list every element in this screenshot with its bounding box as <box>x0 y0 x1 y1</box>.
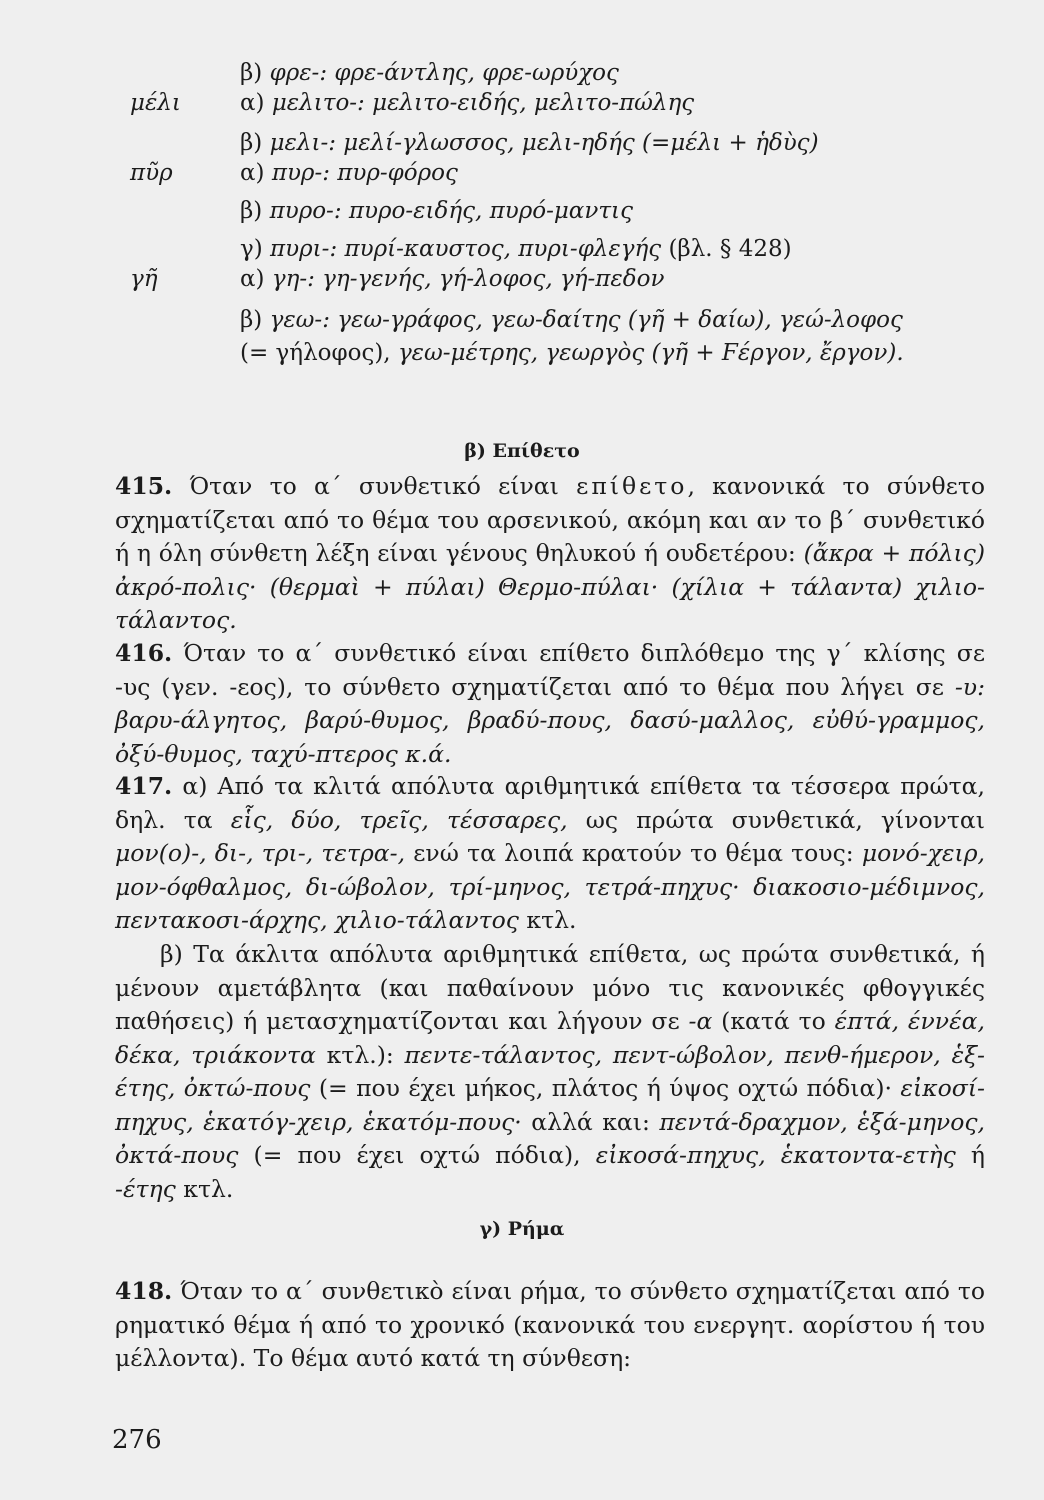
list-row: α) γη-: γη-γενής, γή-λοφος, γή-πεδον <box>240 266 665 292</box>
section-heading: β) Επίθετο <box>464 440 580 462</box>
list-term-meli: μέλι <box>130 90 181 116</box>
list-row: β) γεω-: γεω-γράφος, γεω-δαίτης (γῆ + δαίω), γεώ-λοφος <box>240 307 903 333</box>
paragraph-416: 416. Όταν το α΄ συνθετικό είναι επίθετο διπλόθεμο της γ΄ κλίσης σε -υς (γεν. -εος), το σύνθετο σχηματίζεται από το θέμα που λήγει σε -υ: βαρυ-άλγητος, βαρύ-θυμος, βραδύ-πους, δασύ-μαλλος, εὐθύ-γραμμος, ὀξύ-θυμος, ταχύ-πτερος κ.ά. <box>115 639 985 768</box>
paragraph-417b: β) Τα άκλιτα απόλυτα αριθμητικά επίθετα, ως πρώτα συνθετικά, ή μένουν αμετάβλητα (και παθαίνουν μόνο τις κανονικές φθογγικές παθήσεις) ή μετασχηματίζονται και λήγουν σε -α (κατά το έπτά, έννέα, δέκα, τριάκοντα κτλ.): πεντε-τάλαντος, πεντ-ώβολον, πενθ-ήμερον, ἑξ-έτης, ὀκτώ-πους (= που έχει μήκος, πλάτος ή ύψος οχτώ πόδια)· εἰκοσί-πηχυς, ἑκατόγ-χειρ, ἑκατόμ-πους· αλλά και: πεντά-δραχμον, ἑξά-μηνος, ὀκτά-πους (= που έχει οχτώ πόδια), εἰκοσά-πηχυς, ἑκατοντα-ετὴς ή -έτης κτλ. <box>115 940 986 1203</box>
paragraph-417a: 417. α) Από τα κλιτά απόλυτα αριθμητικά επίθετα τα τέσσερα πρώτα, δηλ. τα εἷς, δύο, τρεῖς, τέσσαρες, ως πρώτα συνθετικά, γίνονται μον(ο)-, δι-, τρι-, τετρα-, ενώ τα λοιπά κρατούν το θέμα τους: μονό-χειρ, μον-όφθαλμος, δι-ώβολον, τρί-μηνος, τετρά-πηχυς· διακοσιο-μέδιμνος, πεντακοσι-άρχης, χιλιο-τάλαντος κτλ. <box>115 772 985 934</box>
list-row: (= γήλοφος), γεω-μέτρης, γεωργὸς (γῆ + Ϝέργον, ἔργον). <box>240 340 904 366</box>
list-row: β) πυρο-: πυρο-ειδής, πυρό-μαντις <box>240 198 633 224</box>
page-number: 276 <box>112 1425 162 1455</box>
list-row: γ) πυρι-: πυρί-καυστος, πυρι-φλεγής (βλ. § 428) <box>240 236 792 262</box>
list-term-ge: γῆ <box>130 266 158 292</box>
section-heading: γ) Ρήμα <box>479 1218 565 1240</box>
list-row: β) μελι-: μελί-γλωσσος, μελι-ηδής (=μέλι + ἡδὺς) <box>240 130 819 156</box>
list-row: α) πυρ-: πυρ-φόρος <box>240 160 458 186</box>
list-term-pyr: πῦρ <box>130 160 173 186</box>
list-row: β) φρε-: φρε-άντλης, φρε-ωρύχος <box>240 60 619 86</box>
paragraph-415: 415. Όταν το α΄ συνθετικό είναι επίθετο, κανονικά το σύνθετο σχηματίζεται από το θέμα του αρσενικού, ακόμη και αν το β΄ συνθετικό ή η όλη σύνθετη λέξη είναι γένους θηλυκού ή ουδετέρου: (ἄκρα + πόλις) ἀκρό-πολις· (θερμαὶ + πύλαι) Θερμο-πύλαι· (χίλια + τάλαντα) χιλιο-τάλαντος. <box>115 472 986 634</box>
list-row: α) μελιτο-: μελιτο-ειδής, μελιτο-πώλης <box>240 90 695 116</box>
paragraph-418: 418. Όταν το α΄ συνθετικὸ είναι ρήμα, το σύνθετο σχηματίζεται από το ρηματικό θέμα ή από το χρονικό (κανονικά του ενεργητ. αορίστου ή του μέλλοντα). Το θέμα αυτό κατά τη σύνθεση: <box>115 1277 985 1372</box>
